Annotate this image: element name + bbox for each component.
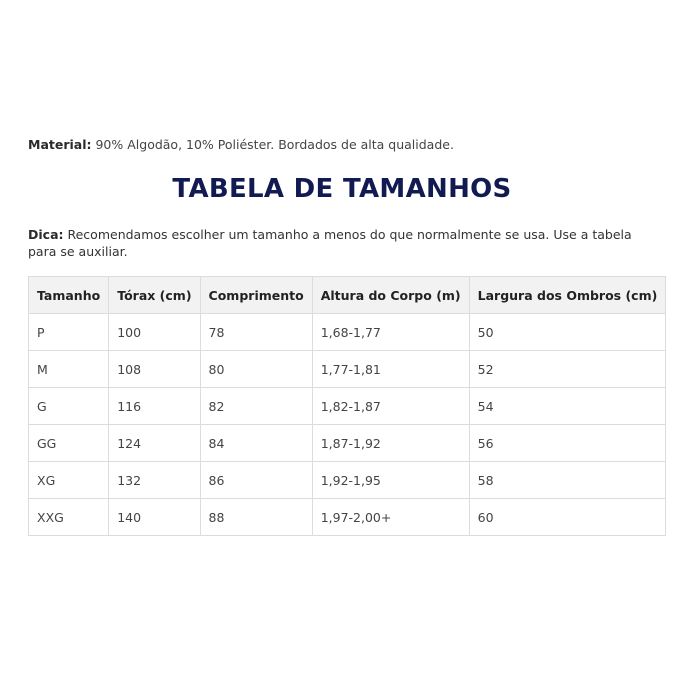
table-row (29, 499, 666, 536)
page-title: TABELA DE TAMANHOS (172, 174, 512, 204)
cell-length: 88 (200, 499, 312, 536)
cell-shoulders: 60 (469, 499, 666, 536)
table-row (29, 351, 666, 388)
cell-size: G (29, 388, 109, 425)
cell-shoulders: 50 (469, 314, 666, 351)
cell-shoulders: 58 (469, 462, 666, 499)
cell-size: XXG (29, 499, 109, 536)
table-row (29, 388, 666, 425)
header-largura: Largura dos Ombros (cm) (469, 277, 666, 314)
header-tamanho: Tamanho (29, 277, 109, 314)
tip-paragraph (28, 226, 658, 260)
cell-chest: 108 (109, 351, 200, 388)
cell-shoulders: 54 (469, 388, 666, 425)
cell-chest: 132 (109, 462, 200, 499)
header-torax: Tórax (cm) (109, 277, 200, 314)
cell-shoulders: 52 (469, 351, 666, 388)
cell-length: 80 (200, 351, 312, 388)
cell-height: 1,82-1,87 (312, 388, 469, 425)
cell-height: 1,97-2,00+ (312, 499, 469, 536)
cell-height: 1,68-1,77 (312, 314, 469, 351)
tip-label: Dica: (28, 227, 64, 242)
cell-height: 1,92-1,95 (312, 462, 469, 499)
cell-length: 78 (200, 314, 312, 351)
table-row (29, 462, 666, 499)
cell-length: 86 (200, 462, 312, 499)
cell-length: 84 (200, 425, 312, 462)
cell-shoulders: 56 (469, 425, 666, 462)
tip-text: Recomendamos escolher um tamanho a menos do que normalmente se usa. Use a tabela para se auxiliar. (28, 227, 632, 259)
size-table (28, 276, 666, 536)
cell-chest: 100 (109, 314, 200, 351)
cell-height: 1,87-1,92 (312, 425, 469, 462)
cell-chest: 116 (109, 388, 200, 425)
table-row (29, 314, 666, 351)
table-header-row (29, 277, 666, 314)
material-line (28, 136, 658, 154)
table-row (29, 425, 666, 462)
cell-length: 82 (200, 388, 312, 425)
cell-size: XG (29, 462, 109, 499)
cell-size: P (29, 314, 109, 351)
cell-chest: 124 (109, 425, 200, 462)
material-label: Material: (28, 137, 92, 152)
cell-size: GG (29, 425, 109, 462)
header-comprimento: Comprimento (200, 277, 312, 314)
cell-chest: 140 (109, 499, 200, 536)
cell-height: 1,77-1,81 (312, 351, 469, 388)
material-text: 90% Algodão, 10% Poliéster. Bordados de alta qualidade. (91, 137, 454, 152)
header-altura: Altura do Corpo (m) (312, 277, 469, 314)
cell-size: M (29, 351, 109, 388)
